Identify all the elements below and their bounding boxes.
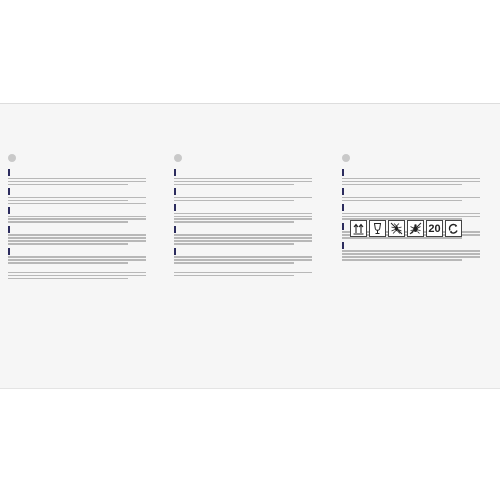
language-badge (342, 154, 350, 162)
section-title (174, 226, 324, 233)
this-side-up-icon (350, 220, 367, 237)
fragile-glass-icon (369, 220, 386, 237)
text-line (342, 197, 480, 198)
text-line (8, 262, 128, 263)
language-badge (8, 154, 16, 162)
text-line (174, 178, 312, 179)
section-marker (342, 223, 344, 230)
text-line (174, 181, 312, 182)
section-title (8, 188, 158, 195)
text-line (8, 234, 146, 235)
text-line (8, 275, 146, 276)
text-line (174, 234, 312, 235)
text-line (342, 256, 480, 257)
section-title (342, 169, 492, 176)
text-line (174, 213, 312, 214)
text-line (174, 197, 312, 198)
text-line (174, 200, 294, 201)
section-title (8, 169, 158, 176)
section-marker (342, 169, 344, 176)
section-title (8, 248, 158, 255)
text-line (174, 237, 312, 238)
text-line (342, 250, 480, 251)
text-line (8, 203, 146, 204)
section-title (8, 226, 158, 233)
text-line (174, 256, 312, 257)
care-symbols (350, 220, 462, 237)
text-line (8, 197, 146, 198)
text-line (8, 184, 128, 185)
language-badge (174, 154, 182, 162)
text-line (174, 262, 294, 263)
no-insects-icon (388, 220, 405, 237)
section-title (342, 242, 492, 249)
text-line (8, 272, 146, 273)
text-line (8, 218, 146, 219)
section-marker (8, 248, 10, 255)
column-footer (174, 272, 324, 276)
text-line (342, 253, 480, 254)
text-line (174, 259, 312, 260)
text-line (8, 178, 146, 179)
column-footer (8, 272, 158, 279)
text-line (342, 184, 462, 185)
max-stack-label: 20 (428, 222, 441, 235)
section-marker (174, 204, 176, 211)
text-line (174, 240, 312, 241)
section-marker (174, 169, 176, 176)
section-title (342, 188, 492, 195)
section-title (342, 204, 492, 211)
text-line (8, 240, 146, 241)
text-line (8, 200, 128, 201)
text-line (174, 272, 312, 273)
text-column-3 (342, 161, 492, 262)
text-column-2 (174, 161, 324, 278)
section-title (8, 207, 158, 214)
text-line (342, 259, 462, 260)
text-line (174, 218, 312, 219)
section-marker (8, 169, 10, 176)
section-marker (8, 207, 10, 214)
text-line (8, 259, 146, 260)
section-title (174, 204, 324, 211)
text-line (342, 178, 480, 179)
section-title (174, 169, 324, 176)
text-line (8, 278, 128, 279)
text-line (342, 200, 462, 201)
section-marker (342, 204, 344, 211)
section-marker (342, 188, 344, 195)
text-line (8, 256, 146, 257)
text-line (8, 221, 128, 222)
section-title (174, 248, 324, 255)
max-stack-icon (426, 220, 443, 237)
section-marker (174, 226, 176, 233)
warranty-sheet (0, 103, 500, 389)
section-marker (8, 188, 10, 195)
text-line (8, 216, 146, 217)
text-line (342, 213, 480, 214)
no-bugs-icon (407, 220, 424, 237)
text-line (8, 181, 146, 182)
text-line (174, 243, 294, 244)
text-line (8, 237, 146, 238)
text-column-1 (8, 161, 158, 281)
section-marker (174, 188, 176, 195)
text-line (174, 221, 294, 222)
section-title (174, 188, 324, 195)
recycle-icon (445, 220, 462, 237)
text-line (174, 216, 312, 217)
text-line (342, 181, 480, 182)
text-line (8, 243, 128, 244)
section-marker (342, 242, 344, 249)
text-line (342, 237, 462, 238)
text-line (342, 216, 480, 217)
text-line (174, 184, 294, 185)
text-line (174, 275, 294, 276)
section-marker (174, 248, 176, 255)
section-marker (8, 226, 10, 233)
